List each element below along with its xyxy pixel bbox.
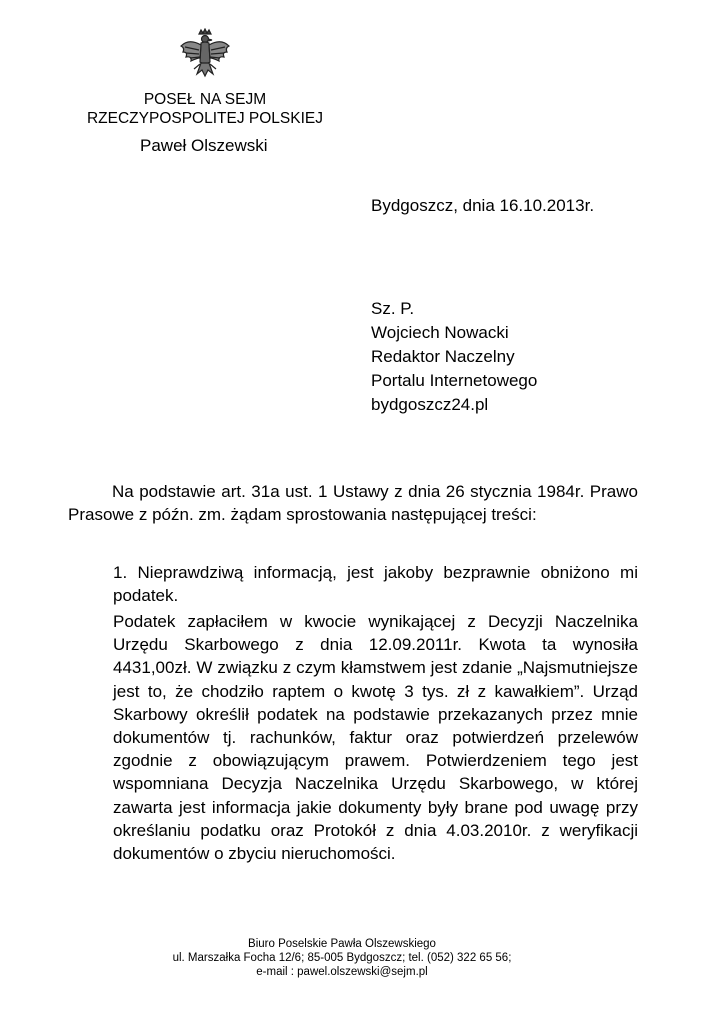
body-paragraph: Podatek zapłaciłem w kwocie wynikającej z Decyzji Naczelnika Urzędu Skarbowego z dnia 12.09.2011r. Kwota ta wynosiła 4431,00zł. W związku z czym kłamstwem jest zdanie „Najsmutniejsze jest to, że chodziło raptem o kwotę 3 tys. zł z kawałkiem”. Urząd Skarbowy określił podatek na podstawie przekazanych przez mnie dokumentów tj. rachunków, faktur oraz potwierdzeń przelewów zgodnie z obowiązującym prawem. Potwierdzeniem tego jest wspomniana Decyzja Naczelnika Urzędu Skarbowego, w której zawarta jest informacja jakie dokumenty były brane pod uwagę przy określaniu podatku oraz Protokół z dnia 4.03.2010r. z weryfikacji dokumentów o zbyciu nieruchomości. (113, 612, 638, 864)
point-1: 1. Nieprawdziwą informacją, jest jakoby bezprawnie obniżono mi podatek. (113, 563, 638, 605)
recipient-block (371, 297, 537, 417)
footer (100, 937, 584, 979)
polish-eagle-emblem-icon (175, 28, 235, 88)
letterhead-title-line1: POSEŁ NA SEJM (143, 91, 267, 108)
letterhead-title (60, 90, 350, 128)
recipient-line1: Sz. P. (371, 299, 415, 318)
intro-text: Na podstawie art. 31a ust. 1 Ustawy z dnia 26 stycznia 1984r. Prawo Prasowe z późn. zm. żądam sprostowania następującej treści: (68, 482, 638, 524)
recipient-line4: Portalu Internetowego (371, 371, 538, 390)
letterhead-name: Paweł Olszewski (140, 136, 268, 155)
footer-line2: ul. Marszałka Focha 12/6; 85-005 Bydgoszcz; tel. (052) 322 65 56; (172, 952, 512, 964)
recipient-line2: Wojciech Nowacki (371, 323, 509, 342)
footer-line1: Biuro Poselskie Pawła Olszewskiego (248, 938, 436, 950)
intro-paragraph (68, 480, 638, 526)
recipient-line5: bydgoszcz24.pl (371, 395, 489, 414)
footer-line3: e-mail : pawel.olszewski@sejm.pl (256, 966, 428, 978)
recipient-line3: Redaktor Naczelny (371, 347, 515, 366)
letterhead-title-line2: RZECZYPOSPOLITEJ POLSKIEJ (86, 110, 323, 127)
place-date: Bydgoszcz, dnia 16.10.2013r. (371, 196, 595, 215)
